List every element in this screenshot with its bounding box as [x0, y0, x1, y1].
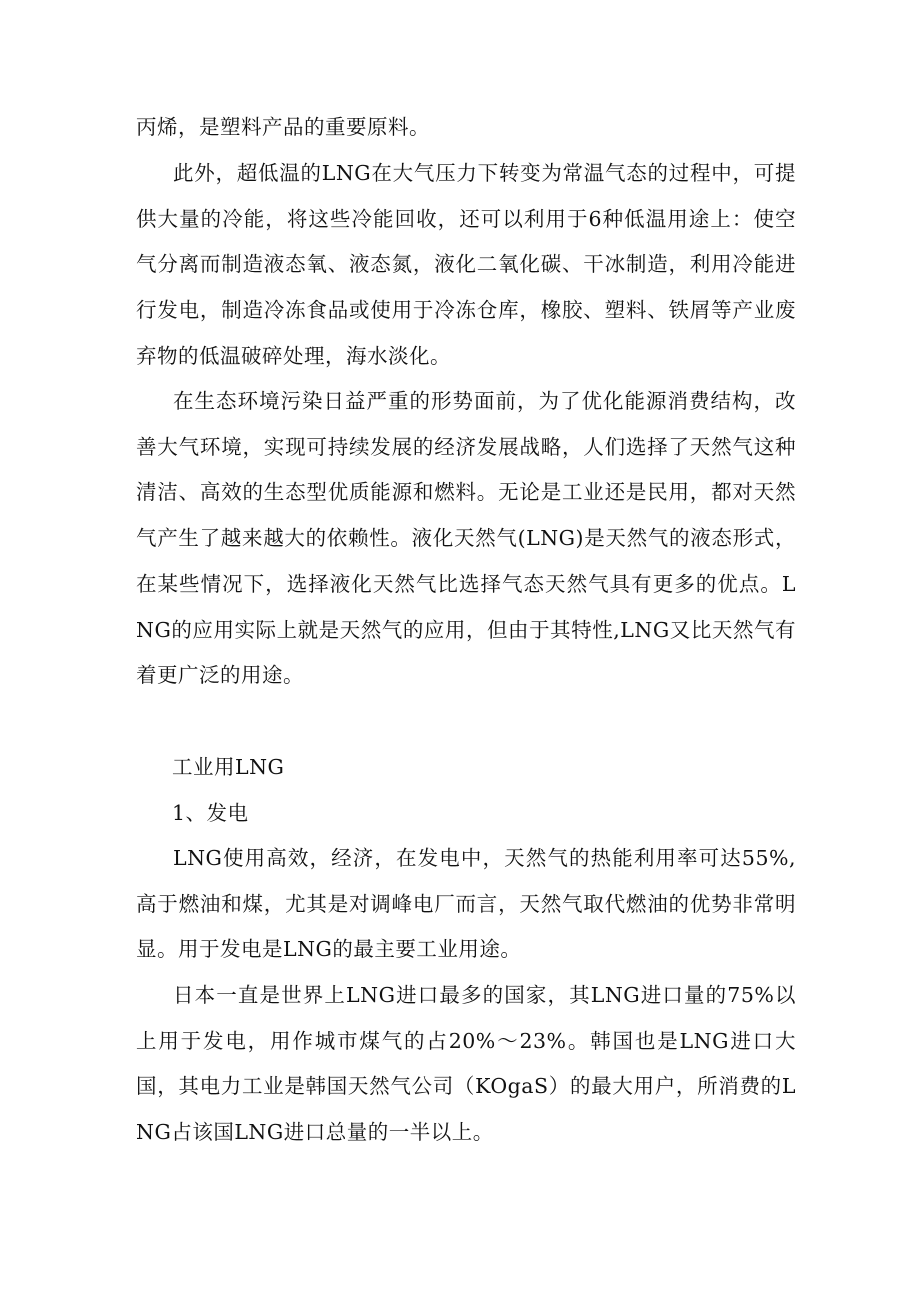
- paragraph-natural-gas-overview: 在生态环境污染日益严重的形势面前，为了优化能源消费结构，改善大气环境，实现可持续发展的经济发展战略，人们选择了天然气这种清洁、高效的生态型优质能源和燃料。无论是工业还是民用，都对天然气产生了越来越大的依赖性。液化天然气(LNG)是天然气的液态形式，在某些情况下，选择液化天然气比选择气态天然气具有更多的优点。LNG的应用实际上就是天然气的应用，但由于其特性,LNG又比天然气有着更广泛的用途。: [136, 389, 796, 688]
- paragraph-power-generation: LNG使用高效，经济，在发电中，天然气的热能利用率可达55%,高于燃油和煤，尤其是对调峰电厂而言，天然气取代燃油的优势非常明显。用于发电是LNG的最主要工业用途。: [136, 846, 796, 962]
- heading-power-generation: 1、发电: [172, 801, 249, 825]
- paragraph-japan-korea: 日本一直是世界上LNG进口最多的国家，其LNG进口量的75%以上用于发电，用作城市煤气的占20%～23%。韩国也是LNG进口大国，其电力工业是韩国天然气公司（KOgaS）的最大用户，所消费的LNG占该国LNG进口总量的一半以上。: [136, 983, 796, 1145]
- heading-industrial-lng: 工业用LNG: [172, 755, 285, 779]
- paragraph-cold-energy: 此外，超低温的LNG在大气压力下转变为常温气态的过程中，可提供大量的冷能，将这些冷能回收，还可以利用于6种低温用途上：使空气分离而制造液态氧、液态氮，液化二氧化碳、干冰制造，利用冷能进行发电，制造冷冻食品或使用于冷冻仓库，橡胶、塑料、铁屑等产业废弃物的低温破碎处理，海水淡化。: [136, 161, 796, 368]
- paragraph-propylene: 丙烯，是塑料产品的重要原料。: [136, 115, 430, 139]
